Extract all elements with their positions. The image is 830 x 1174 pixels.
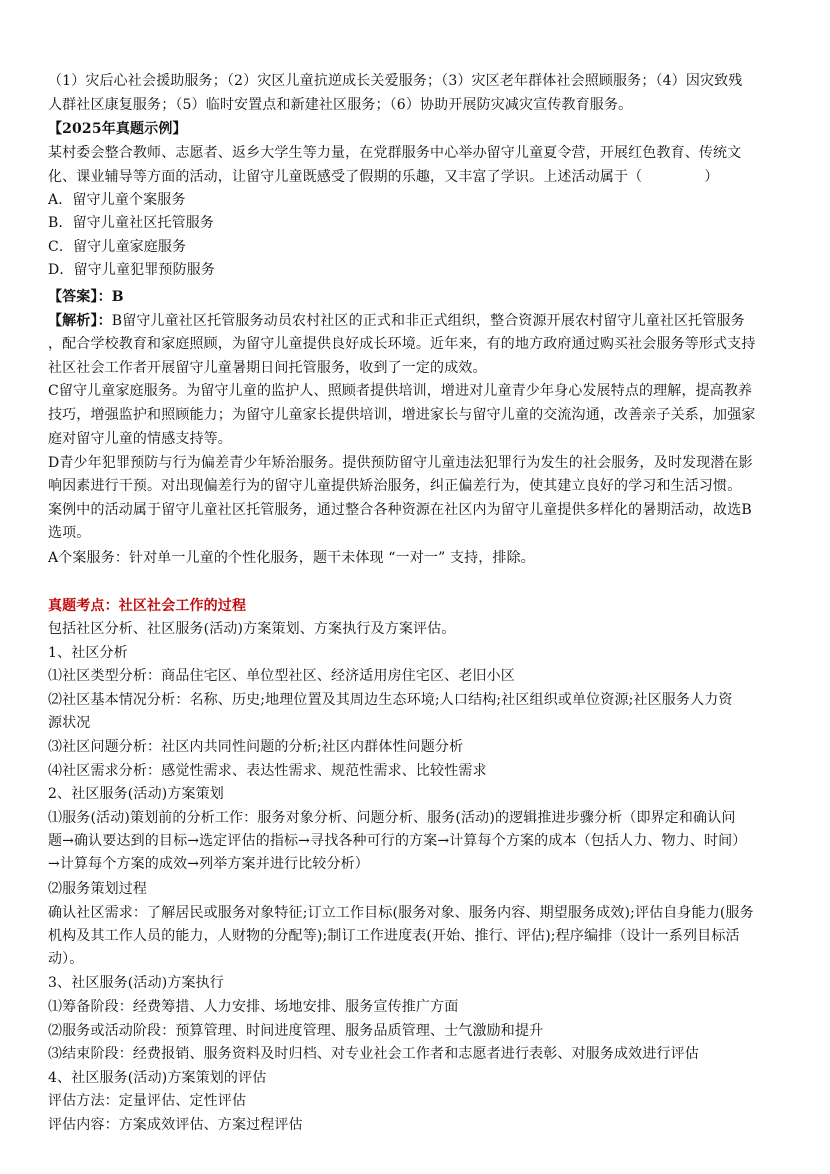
analysis-b-line-1: [48, 310, 788, 332]
analysis-a-line: A个案服务：针对单一儿童的个性化服务，题干未体现 “一对一” 支持，排除。: [48, 550, 535, 566]
section-line: ⑶社区问题分析：社区内共同性问题的分析;社区内群体性问题分析: [48, 739, 464, 755]
analysis-b-line-3: 社区社会工作者开展留守儿童暑期日间托管服务，收到了一定的成效。: [48, 360, 487, 376]
analysis-b-text: B留守儿童社区托管服务动员农村社区的正式和非正式组织，整合资源开展农村留守儿童社区托管服务: [111, 313, 745, 329]
section-line: ⑶结束阶段：经费报销、服务资料及时归档、对专业社会工作者和志愿者进行表彰、对服务成效进行评估: [48, 1046, 699, 1062]
analysis-c-line-3: 庭对留守儿童的情感支持等。: [48, 431, 232, 447]
section-line: 评估内容：方案成效评估、方案过程评估: [48, 1117, 303, 1133]
question-line-2: [48, 166, 788, 188]
analysis-c-line-1: C留守儿童家庭服务。为留守儿童的监护人、照顾者提供培训，增进对儿童青少年身心发展特点的理解，提高教养: [48, 383, 753, 399]
option-a: A．留守儿童个案服务: [48, 192, 186, 208]
analysis-e-line-2: 选项。: [48, 525, 91, 541]
analysis-b-line-2: ，配合学校教育和家庭照顾，为留守儿童提供良好成长环境。近年来，有的地方政府通过购买社会服务等形式支持: [48, 336, 756, 352]
section-line: 1、社区分析: [48, 645, 128, 661]
section-line: ⑴社区类型分析：商品住宅区、单位型社区、经济适用房住宅区、老旧小区: [48, 668, 515, 684]
intro-line-2: 人群社区康复服务；（5）临时安置点和新建社区服务；（6）协助开展防灾减灾宣传教育服务。: [48, 97, 633, 113]
option-b: B．留守儿童社区托管服务: [48, 215, 215, 231]
question-text: 化、课业辅导等方面的活动，让留守儿童既感受了假期的乐趣，又丰富了学识。上述活动属于（: [48, 169, 643, 185]
section-line: ⑵社区基本情况分析：名称、历史;地理位置及其周边生态环境;人口结构;社区组织或单位资源;社区服务人力资: [48, 692, 733, 708]
answer-line: 【答案】：B: [48, 289, 124, 305]
section-line: 源状况: [48, 715, 91, 731]
analysis-c-line-2: 技巧，增强监护和照顾能力；为留守儿童家长提供培训，增进家长与留守儿童的交流沟通，改善亲子关系，加强家: [48, 407, 756, 423]
option-c: C．留守儿童家庭服务: [48, 239, 187, 255]
section-line: ⑴筹备阶段：经费筹措、人力安排、场地安排、服务宣传推广方面: [48, 999, 459, 1015]
section-line: 机构及其工作人员的能力，人财物的分配等);制订工作进度表(开始、推行、评估);程序编排（设计一系列目标活: [48, 928, 740, 944]
section-line: 确认社区需求：了解居民或服务对象特征;订立工作目标(服务对象、服务内容、期望服务成效);评估自身能力(服务: [48, 905, 754, 921]
section-line: 评估方法：定量评估、定性评估: [48, 1093, 247, 1109]
question-line-1: 某村委会整合教师、志愿者、返乡大学生等力量，在党群服务中心举办留守儿童夏令营，开展红色教育、传统文: [48, 145, 742, 161]
section-line: 题→确认要达到的目标→选定评估的指标→寻找各种可行的方案→计算每个方案的成本（包括人力、物力、时间）: [48, 833, 747, 849]
section-title: 真题考点：社区社会工作的过程: [48, 598, 247, 614]
section-line: 2、社区服务(活动)方案策划: [48, 786, 224, 802]
section-line: ⑵服务策划过程: [48, 881, 148, 897]
question-close-paren: ）: [704, 169, 719, 185]
analysis-d-line-1: D青少年犯罪预防与行为偏差青少年矫治服务。提供预防留守儿童违法犯罪行为发生的社会服务，及时发现潜在影: [48, 455, 753, 471]
analysis-e-line-1: 案例中的活动属于留守儿童社区托管服务，通过整合各种资源在社区内为留守儿童提供多样化的暑期活动，故选B: [48, 502, 752, 518]
analysis-d-line-2: 响因素进行干预。对出现偏差行为的留守儿童提供矫治服务，纠正偏差行为，使其建立良好的学习和生活习惯。: [48, 478, 742, 494]
section-line: ⑴服务(活动)策划前的分析工作：服务对象分析、问题分析、服务(活动)的逻辑推进步骤分析（即界定和确认问: [48, 810, 736, 826]
section-line: 动）。: [48, 951, 84, 967]
section-line: 3、社区服务(活动)方案执行: [48, 975, 224, 991]
section-line: 包括社区分析、社区服务(活动)方案策划、方案执行及方案评估。: [48, 621, 456, 637]
intro-line-1: （1）灾后心社会援助服务；（2）灾区儿童抗逆成长关爱服务；（3）灾区老年群体社会照顾服务；（4）因灾致残: [48, 73, 743, 89]
example-heading: 【2025年真题示例】: [48, 121, 187, 137]
section-line: 4、社区服务(活动)方案策划的评估: [48, 1070, 267, 1086]
section-line: →计算每个方案的成效→列举方案并进行比较分析）: [48, 856, 369, 872]
analysis-label: 【解析】：: [48, 313, 112, 329]
section-line: ⑷社区需求分析：感觉性需求、表达性需求、规范性需求、比较性需求: [48, 763, 487, 779]
option-d: D．留守儿童犯罪预防服务: [48, 262, 216, 278]
section-line: ⑵服务或活动阶段：预算管理、时间进度管理、服务品质管理、士气激励和提升: [48, 1023, 544, 1039]
